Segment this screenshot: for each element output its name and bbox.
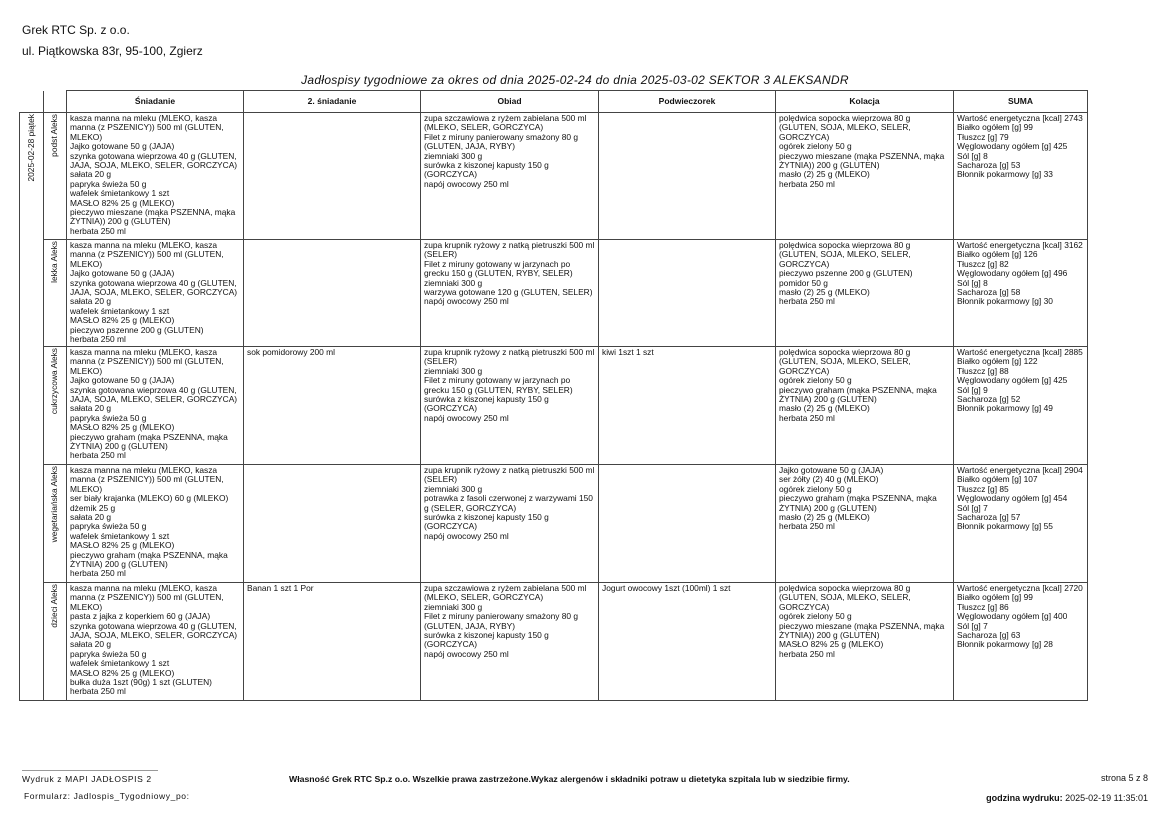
- footer-form: Formularz: Jadlospis_Tygodniowy_po:: [24, 791, 190, 801]
- meal-cell: [599, 465, 776, 583]
- footer-ownership: Własność Grek RTC Sp.z o.o. Wszelkie prawa zastrzeżone.Wykaz alergenów i składniki potraw u dietetyka szpitala lub w siedzibie firmy.: [289, 774, 850, 784]
- meal-cell: Jajko gotowane 50 g (JAJA) ser żółty (2) 40 g (MLEKO) ogórek zielony 50 g pieczywo graham (mąka PSZENNA, mąka ŻYTNIA) 200 g (GLUTEN) masło (2) 25 g (MLEKO) herbata 250 ml: [776, 465, 954, 583]
- company-address: ul. Piątkowska 83r, 95-100, Zgierz: [22, 44, 203, 58]
- footer-printout: Wydruk z MAPI JADŁOSPIS 2: [22, 774, 152, 784]
- company-name: Grek RTC Sp. z o.o.: [22, 23, 130, 37]
- meal-cell: kasza manna na mleku (MLEKO, kasza manna (z PSZENICY)) 500 ml (GLUTEN, MLEKO) pasta z jajka z koperkiem 60 g (JAJA) szynka gotowana wieprzowa 40 g (GLUTEN, JAJA, SOJA, MLEKO, SELER, GORCZYCA) sałata 20 g papryka świeża 50 g wafelek śmietankowy 1 szt MASŁO 82% 25 g (MLEKO) bułka duża 1szt (90g) 1 szt (GLUTEN) herbata 250 ml: [67, 583, 244, 701]
- meal-cell: polędwica sopocka wieprzowa 80 g (GLUTEN, SOJA, MLEKO, SELER, GORCZYCA) ogórek zielony 50 g pieczywo mieszane (mąka PSZENNA, mąka ŻYTNIA)) 200 g (GLUTEN) MASŁO 82% 25 g (MLEKO) herbata 250 ml: [776, 583, 954, 701]
- diet-label: wegetariańska Aleks: [49, 466, 60, 543]
- table-row: [20, 583, 1088, 701]
- meal-cell: sok pomidorowy 200 ml: [244, 347, 421, 465]
- date-label: 2025-02-28 piątek: [25, 114, 36, 182]
- meal-cell: polędwica sopocka wieprzowa 80 g (GLUTEN, SOJA, MLEKO, SELER, GORCZYCA) pieczywo pszenne 200 g (GLUTEN) pomidor 50 g masło (2) 25 g (MLEKO) herbata 250 ml: [776, 240, 954, 347]
- column-header: Podwieczorek: [599, 91, 776, 113]
- header-blank: [44, 91, 67, 113]
- table-row: [20, 347, 1088, 465]
- summary-cell: Wartość energetyczna [kcal] 3162 Białko ogółem [g] 126 Tłuszcz [g] 82 Węglowodany ogółem [g] 496 Sól [g] 8 Sacharoza [g] 58 Błonnik pokarmowy [g] 30: [954, 240, 1088, 347]
- meal-cell: kasza manna na mleku (MLEKO, kasza manna (z PSZENICY)) 500 ml (GLUTEN, MLEKO) Jajko gotowane 50 g (JAJA) szynka gotowana wieprzowa 40 g (GLUTEN, JAJA, SOJA, MLEKO, SELER, GORCZYCA) sałata 20 g papryka świeża 50 g wafelek śmietankowy 1 szt MASŁO 82% 25 g (MLEKO) pieczywo mieszane (mąka PSZENNA, mąka ŻYTNIA)) 200 g (GLUTEN) herbata 250 ml: [67, 113, 244, 240]
- menu-table: [19, 90, 1088, 701]
- meal-cell: zupa krupnik ryżowy z natką pietruszki 500 ml (SELER) Filet z miruny gotowany w jarzynach po grecku 150 g (GLUTEN, RYBY, SELER) ziemniaki 300 g warzywa gotowane 120 g (GLUTEN, SELER) napój owocowy 250 ml: [421, 240, 599, 347]
- meal-cell: [244, 113, 421, 240]
- meal-cell: [599, 240, 776, 347]
- diet-label: lekka Aleks: [49, 241, 60, 283]
- header-blank: [20, 91, 44, 113]
- diet-label: podst Aleks: [49, 114, 60, 157]
- meal-cell: [599, 113, 776, 240]
- meal-cell: zupa krupnik ryżowy z natką pietruszki 500 ml (SELER) ziemniaki 300 g potrawka z fasoli czerwonej z warzywami 150 g (SELER, GORCZYCA) surówka z kiszonej kapusty 150 g (GORCZYCA) napój owocowy 250 ml: [421, 465, 599, 583]
- diet-cell: [44, 113, 67, 240]
- diet-cell: [44, 347, 67, 465]
- date-cell: [20, 113, 44, 701]
- diet-cell: [44, 583, 67, 701]
- summary-cell: Wartość energetyczna [kcal] 2720 Białko ogółem [g] 99 Tłuszcz [g] 86 Węglowodany ogółem [g] 400 Sól [g] 7 Sacharoza [g] 63 Błonnik pokarmowy [g] 28: [954, 583, 1088, 701]
- diet-label: cukrzycowa Aleks: [49, 348, 60, 415]
- meal-cell: kasza manna na mleku (MLEKO, kasza manna (z PSZENICY)) 500 ml (GLUTEN, MLEKO) Jajko gotowane 50 g (JAJA) szynka gotowana wieprzowa 40 g (GLUTEN, JAJA, SOJA, MLEKO, SELER, GORCZYCA) sałata 20 g papryka świeża 50 g MASŁO 82% 25 g (MLEKO) pieczywo graham (mąka PSZENNA, mąka ŻYTNIA) 200 g (GLUTEN) herbata 250 ml: [67, 347, 244, 465]
- meal-cell: kasza manna na mleku (MLEKO, kasza manna (z PSZENICY)) 500 ml (GLUTEN, MLEKO) Jajko gotowane 50 g (JAJA) szynka gotowana wieprzowa 40 g (GLUTEN, JAJA, SOJA, MLEKO, SELER, GORCZYCA) sałata 20 g wafelek śmietankowy 1 szt MASŁO 82% 25 g (MLEKO) pieczywo pszenne 200 g (GLUTEN) herbata 250 ml: [67, 240, 244, 347]
- summary-cell: Wartość energetyczna [kcal] 2885 Białko ogółem [g] 122 Tłuszcz [g] 88 Węglowodany ogółem [g] 425 Sól [g] 9 Sacharoza [g] 52 Błonnik pokarmowy [g] 49: [954, 347, 1088, 465]
- column-header: Kolacja: [776, 91, 954, 113]
- table-header-row: [20, 91, 1088, 113]
- diet-cell: [44, 240, 67, 347]
- meal-cell: [244, 465, 421, 583]
- meal-cell: Banan 1 szt 1 Por: [244, 583, 421, 701]
- meal-cell: [244, 240, 421, 347]
- table-row: [20, 240, 1088, 347]
- footer-divider: [22, 770, 158, 771]
- summary-cell: Wartość energetyczna [kcal] 2743 Białko ogółem [g] 99 Tłuszcz [g] 79 Węglowodany ogółem [g] 425 Sól [g] 8 Sacharoza [g] 53 Błonnik pokarmowy [g] 33: [954, 113, 1088, 240]
- meal-cell: kasza manna na mleku (MLEKO, kasza manna (z PSZENICY)) 500 ml (GLUTEN, MLEKO) ser biały krajanka (MLEKO) 60 g (MLEKO) dżemik 25 g sałata 20 g papryka świeża 50 g wafelek śmietankowy 1 szt MASŁO 82% 25 g (MLEKO) pieczywo graham (mąka PSZENNA, mąka ŻYTNIA) 200 g (GLUTEN) herbata 250 ml: [67, 465, 244, 583]
- column-header: 2. śniadanie: [244, 91, 421, 113]
- print-time-label: godzina wydruku:: [986, 793, 1063, 803]
- page-number: strona 5 z 8: [1100, 773, 1148, 783]
- column-header: Obiad: [421, 91, 599, 113]
- meal-cell: kiwi 1szt 1 szt: [599, 347, 776, 465]
- column-header: Śniadanie: [67, 91, 244, 113]
- meal-cell: zupa szczawiowa z ryżem zabielana 500 ml (MLEKO, SELER, GORCZYCA) Filet z miruny panierowany smażony 80 g (GLUTEN, JAJA, RYBY) ziemniaki 300 g surówka z kiszonej kapusty 150 g (GORCZYCA) napój owocowy 250 ml: [421, 113, 599, 240]
- diet-label: dzieci Aleks: [49, 584, 60, 628]
- meal-cell: polędwica sopocka wieprzowa 80 g (GLUTEN, SOJA, MLEKO, SELER, GORCZYCA) ogórek zielony 50 g pieczywo graham (mąka PSZENNA, mąka ŻYTNIA) 200 g (GLUTEN) masło (2) 25 g (MLEKO) herbata 250 ml: [776, 347, 954, 465]
- summary-cell: Wartość energetyczna [kcal] 2904 Białko ogółem [g] 107 Tłuszcz [g] 85 Węglowodany ogółem [g] 454 Sól [g] 7 Sacharoza [g] 57 Błonnik pokarmowy [g] 55: [954, 465, 1088, 583]
- table-row: [20, 465, 1088, 583]
- meal-cell: polędwica sopocka wieprzowa 80 g (GLUTEN, SOJA, MLEKO, SELER, GORCZYCA) ogórek zielony 50 g pieczywo mieszane (mąka PSZENNA, mąka ŻYTNIA)) 200 g (GLUTEN) masło (2) 25 g (MLEKO) herbata 250 ml: [776, 113, 954, 240]
- meal-cell: zupa szczawiowa z ryżem zabielana 500 ml (MLEKO, SELER, GORCZYCA) ziemniaki 300 g Filet z miruny panierowany smażony 80 g (GLUTEN, JAJA, RYBY) surówka z kiszonej kapusty 150 g (GORCZYCA) napój owocowy 250 ml: [421, 583, 599, 701]
- meal-cell: Jogurt owocowy 1szt (100ml) 1 szt: [599, 583, 776, 701]
- diet-cell: [44, 465, 67, 583]
- meal-cell: zupa krupnik ryżowy z natką pietruszki 500 ml (SELER) ziemniaki 300 g Filet z miruny gotowany w jarzynach po grecku 150 g (GLUTEN, RYBY, SELER) surówka z kiszonej kapusty 150 g (GORCZYCA) napój owocowy 250 ml: [421, 347, 599, 465]
- print-time: [986, 793, 1148, 803]
- column-header: SUMA: [954, 91, 1088, 113]
- table-row: [20, 113, 1088, 240]
- page-title: Jadłospisy tygodniowe za okres od dnia 2025-02-24 do dnia 2025-03-02 SEKTOR 3 ALEKSANDR: [301, 73, 849, 87]
- print-time-value: 2025-02-19 11:35:01: [1065, 793, 1148, 803]
